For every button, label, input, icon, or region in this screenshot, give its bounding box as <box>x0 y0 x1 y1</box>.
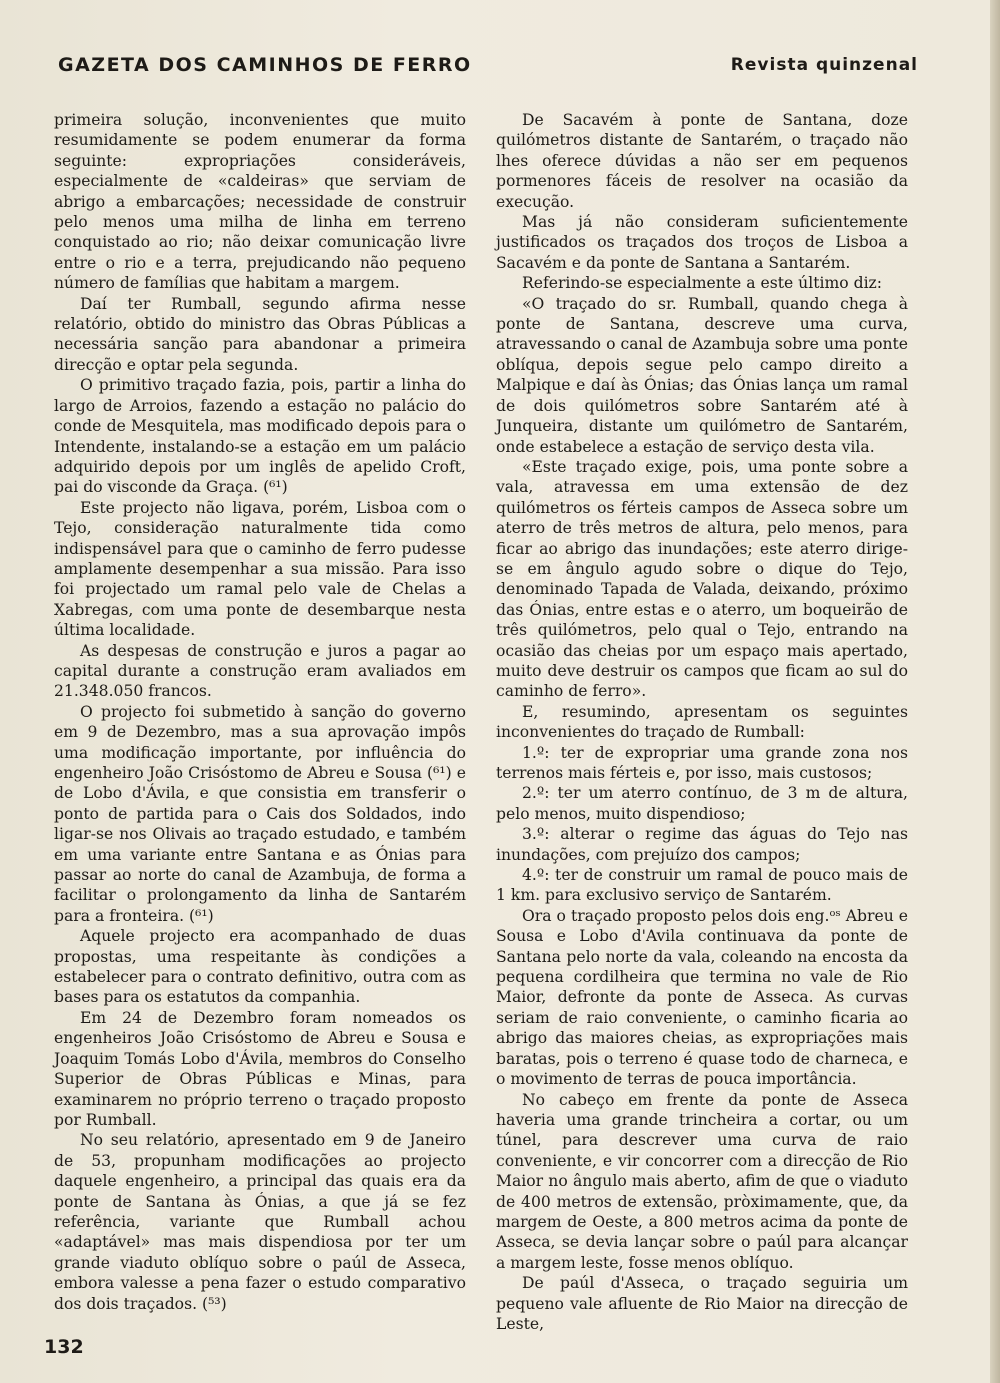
page-edge <box>990 0 1000 1383</box>
list-item: 3.º: alterar o regime das águas do Tejo nas inundações, com prejuízo dos campos; <box>496 825 908 864</box>
running-header <box>58 50 918 80</box>
list-item: 2.º: ter um aterro contínuo, de 3 m de altura, pelo menos, muito dispendioso; <box>496 784 908 823</box>
journal-subtitle: Revista quinzenal <box>730 55 918 75</box>
quote-paragraph: «Este traçado exige, pois, uma ponte sobre a vala, atravessa em uma extensão de dez quilómetros os férteis campos de Asseca sobre um aterro de três metros de altura, pelo menos, para ficar ao abrigo das inundações; este aterro dirige-se em ângulo agudo sobre o dique do Tejo, denominado Tapada de Valada, deixando, próximo das Ónias, entre estas e o aterro, um boqueirão de três quilómetros, pelo qual o Tejo, entrando na ocasião das cheias por um espaço mais apertado, muito deve destruir os campos que ficam ao sul do caminho de ferro». <box>496 457 908 701</box>
paragraph: No cabeço em frente da ponte de Asseca haveria uma grande trincheira a cortar, ou um túnel, para descrever uma curva de raio conveniente, e vir concorrer com a direcção de Rio Maior no ângulo mais aberto, afim de que o viaduto de 400 metros de extensão, pròximamente, que, da margem de Oeste, a 800 metros acima da ponte de Asseca, se devia lançar sobre o paúl para alcançar a margem leste, fosse menos oblíquo. <box>496 1090 908 1272</box>
paragraph: O primitivo traçado fazia, pois, partir a linha do largo de Arroios, fazendo a estação no palácio do conde de Mesquitela, mas modificado depois para o Intendente, instalando-se a estação em um palácio adquirido depois por um inglês de apelido Croft, pai do visconde da Graça. (⁶¹) <box>54 376 466 497</box>
paragraph: E, resumindo, apresentam os seguintes inconvenientes do traçado de Rumball: <box>496 702 908 742</box>
journal-title: GAZETA DOS CAMINHOS DE FERRO <box>58 54 472 76</box>
list-item: 4.º: ter de construir um ramal de pouco mais de 1 km. para exclusivo serviço de Santarém. <box>496 866 908 905</box>
paragraph: De paúl d'Asseca, o traçado seguiria um pequeno vale afluente de Rio Maior na direcção de Leste, <box>496 1274 908 1333</box>
quote-paragraph: «O traçado do sr. Rumball, quando chega à ponte de Santana, descreve uma curva, atravessando o canal de Azambuja sobre uma ponte oblíqua, depois segue pelo campo direito a Malpique e daí às Ónias; das Ónias lança um ramal de dois quilómetros sobre Santarém até à Junqueira, distante um quilómetro de Santarém, onde estabelece a estação de serviço desta vila. <box>496 294 908 456</box>
paragraph: Referindo-se especialmente a este último diz: <box>522 274 883 293</box>
paragraph: O projecto foi submetido à sanção do governo em 9 de Dezembro, mas a sua aprovação impôs uma modificação importante, por influência do engenheiro João Crisóstomo de Abreu e Sousa (⁶¹) e de Lobo d'Ávila, e que consistia em transferir o ponto de partida para o Cais dos Soldados, indo ligar-se nos Olivais ao traçado estudado, e também em uma variante entre Santana e as Ónias para passar ao norte do canal de Azambuja, de forma a facilitar o prolongamento da linha de Santarém para a fronteira. (⁶¹) <box>54 702 466 925</box>
paragraph: primeira solução, inconvenientes que muito resumidamente se podem enumerar da forma seguinte: expropriações consideráveis, especialmente de «caldeiras» que serviam de abrigo a embarcações; necessidade de construir pelo menos uma milha de linha em terreno conquistado ao rio; não deixar comunicação livre entre o rio e a terra, prejudicando não pequeno número de famílias que habitam a margem. <box>54 111 466 293</box>
list-item: 1.º: ter de expropriar uma grande zona nos terrenos mais férteis e, por isso, mais custosos; <box>496 743 908 782</box>
paragraph: De Sacavém à ponte de Santana, doze quilómetros distante de Santarém, o traçado não lhes oferece dúvidas a não ser em pequenos pormenores fáceis de resolver na ocasião da execução. <box>496 111 908 211</box>
paragraph: Este projecto não ligava, porém, Lisboa com o Tejo, consideração naturalmente tida como indispensável para que o caminho de ferro pudesse amplamente desempenhar a sua missão. Para isso foi projectado um ramal pelo vale de Chelas a Xabregas, com uma ponte de desembarque nesta última localidade. <box>54 498 466 640</box>
left-column <box>54 110 466 1314</box>
paragraph: Ora o traçado proposto pelos dois eng.ᵒˢ Abreu e Sousa e Lobo d'Avila continuava da ponte de Santana pelo norte da vala, coleando na encosta da pequena cordilheira que termina no vale de Rio Maior, defronte da ponte de Asseca. As curvas seriam de raio conveniente, o caminho ficaria ao abrigo das maiores cheias, as expropriações mais baratas, pois o terreno é quase todo de charneca, e o movimento de terras de pouca importância. <box>496 906 908 1089</box>
paragraph: Aquele projecto era acompanhado de duas propostas, uma respeitante às condições a estabelecer para o contrato definitivo, outra com as bases para os estatutos da companhia. <box>54 927 466 1007</box>
paragraph: Daí ter Rumball, segundo afirma nesse relatório, obtido do ministro das Obras Públicas a necessária sanção para abandonar a primeira direcção e optar pela segunda. <box>54 294 466 374</box>
page-number: 132 <box>44 1336 84 1358</box>
right-column <box>496 110 908 1334</box>
paragraph: As despesas de construção e juros a pagar ao capital durante a construção eram avaliados em 21.348.050 francos. <box>54 641 466 701</box>
paragraph: No seu relatório, apresentado em 9 de Janeiro de 53, propunham modificações ao projecto daquele engenheiro, a principal das quais era da ponte de Santana às Ónias, a que já se fez referência, variante que Rumball achou «adaptável» mas mais dispendiosa por ter um grande viaduto oblíquo sobre o paúl de Asseca, embora valesse a pena fazer o estudo comparativo dos dois traçados. (⁵³) <box>54 1131 466 1313</box>
paragraph: Mas já não consideram suficientemente justificados os traçados dos troços de Lisboa a Sacavém e da ponte de Santana a Santarém. <box>496 213 908 272</box>
paragraph: Em 24 de Dezembro foram nomeados os engenheiros João Crisóstomo de Abreu e Sousa e Joaquim Tomás Lobo d'Ávila, membros do Conselho Superior de Obras Públicas e Minas, para examinarem no próprio terreno o traçado proposto por Rumball. <box>54 1008 466 1129</box>
